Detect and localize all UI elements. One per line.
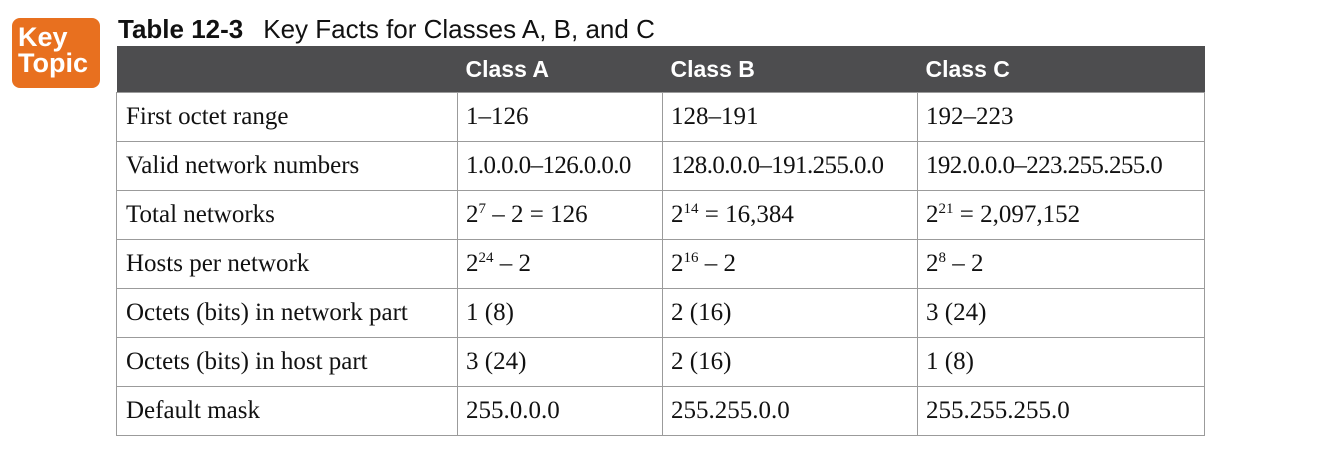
row-label: Octets (bits) in host part (117, 338, 458, 387)
header-empty (117, 46, 458, 93)
table-number: Table 12-3 (118, 14, 244, 44)
power-base: 2 (926, 250, 939, 277)
key-topic-badge (12, 18, 100, 88)
power-rest: = 2,097,152 (953, 201, 1081, 228)
row-label: Default mask (117, 387, 458, 436)
class-c-cell (918, 191, 1205, 240)
table-row (117, 191, 1205, 240)
power-exponent: 24 (478, 250, 494, 266)
row-label: Valid network numbers (117, 142, 458, 191)
power-rest: – 2 (946, 250, 984, 277)
power-base: 2 (671, 250, 684, 277)
class-a-cell: 1–126 (458, 93, 663, 142)
table-caption (118, 14, 655, 45)
class-c-cell: 192–223 (918, 93, 1205, 142)
power-rest: – 2 (698, 250, 736, 277)
table-row (117, 338, 1205, 387)
class-b-cell: 128–191 (663, 93, 918, 142)
class-b-cell (663, 240, 918, 289)
class-a-cell (458, 191, 663, 240)
row-label: Octets (bits) in network part (117, 289, 458, 338)
power-rest: – 2 = 126 (486, 201, 588, 228)
class-c-cell (918, 240, 1205, 289)
table-header-row (117, 46, 1205, 93)
power-base: 2 (926, 201, 939, 228)
power-base: 2 (466, 250, 479, 277)
row-label: Total networks (117, 191, 458, 240)
table-row (117, 387, 1205, 436)
header-class-c: Class C (918, 46, 1205, 93)
class-facts-table (116, 46, 1205, 436)
power-exponent: 7 (478, 201, 486, 217)
table-row (117, 289, 1205, 338)
class-a-cell: 1 (8) (458, 289, 663, 338)
class-a-cell: 255.0.0.0 (458, 387, 663, 436)
power-rest: = 16,384 (698, 201, 794, 228)
header-class-a: Class A (458, 46, 663, 93)
class-b-cell: 2 (16) (663, 338, 918, 387)
class-b-cell (663, 191, 918, 240)
key-topic-line2: Topic (18, 48, 88, 78)
class-b-cell: 2 (16) (663, 289, 918, 338)
class-c-cell: 1 (8) (918, 338, 1205, 387)
power-exponent: 16 (683, 250, 699, 266)
power-exponent: 14 (683, 201, 699, 217)
class-c-cell: 192.0.0.0–223.255.255.0 (918, 142, 1205, 191)
table-row (117, 240, 1205, 289)
class-c-cell: 255.255.255.0 (918, 387, 1205, 436)
power-exponent: 21 (938, 201, 954, 217)
class-a-cell (458, 240, 663, 289)
power-base: 2 (671, 201, 684, 228)
power-exponent: 8 (938, 250, 946, 266)
class-b-cell: 128.0.0.0–191.255.0.0 (663, 142, 918, 191)
row-label: Hosts per network (117, 240, 458, 289)
row-label: First octet range (117, 93, 458, 142)
power-base: 2 (466, 201, 479, 228)
power-rest: – 2 (493, 250, 531, 277)
key-topic-line1: Key (18, 22, 68, 52)
header-class-b: Class B (663, 46, 918, 93)
class-c-cell: 3 (24) (918, 289, 1205, 338)
table-title: Key Facts for Classes A, B, and C (263, 14, 655, 44)
class-b-cell: 255.255.0.0 (663, 387, 918, 436)
table-row (117, 93, 1205, 142)
class-a-cell: 3 (24) (458, 338, 663, 387)
table-row (117, 142, 1205, 191)
class-a-cell: 1.0.0.0–126.0.0.0 (458, 142, 663, 191)
